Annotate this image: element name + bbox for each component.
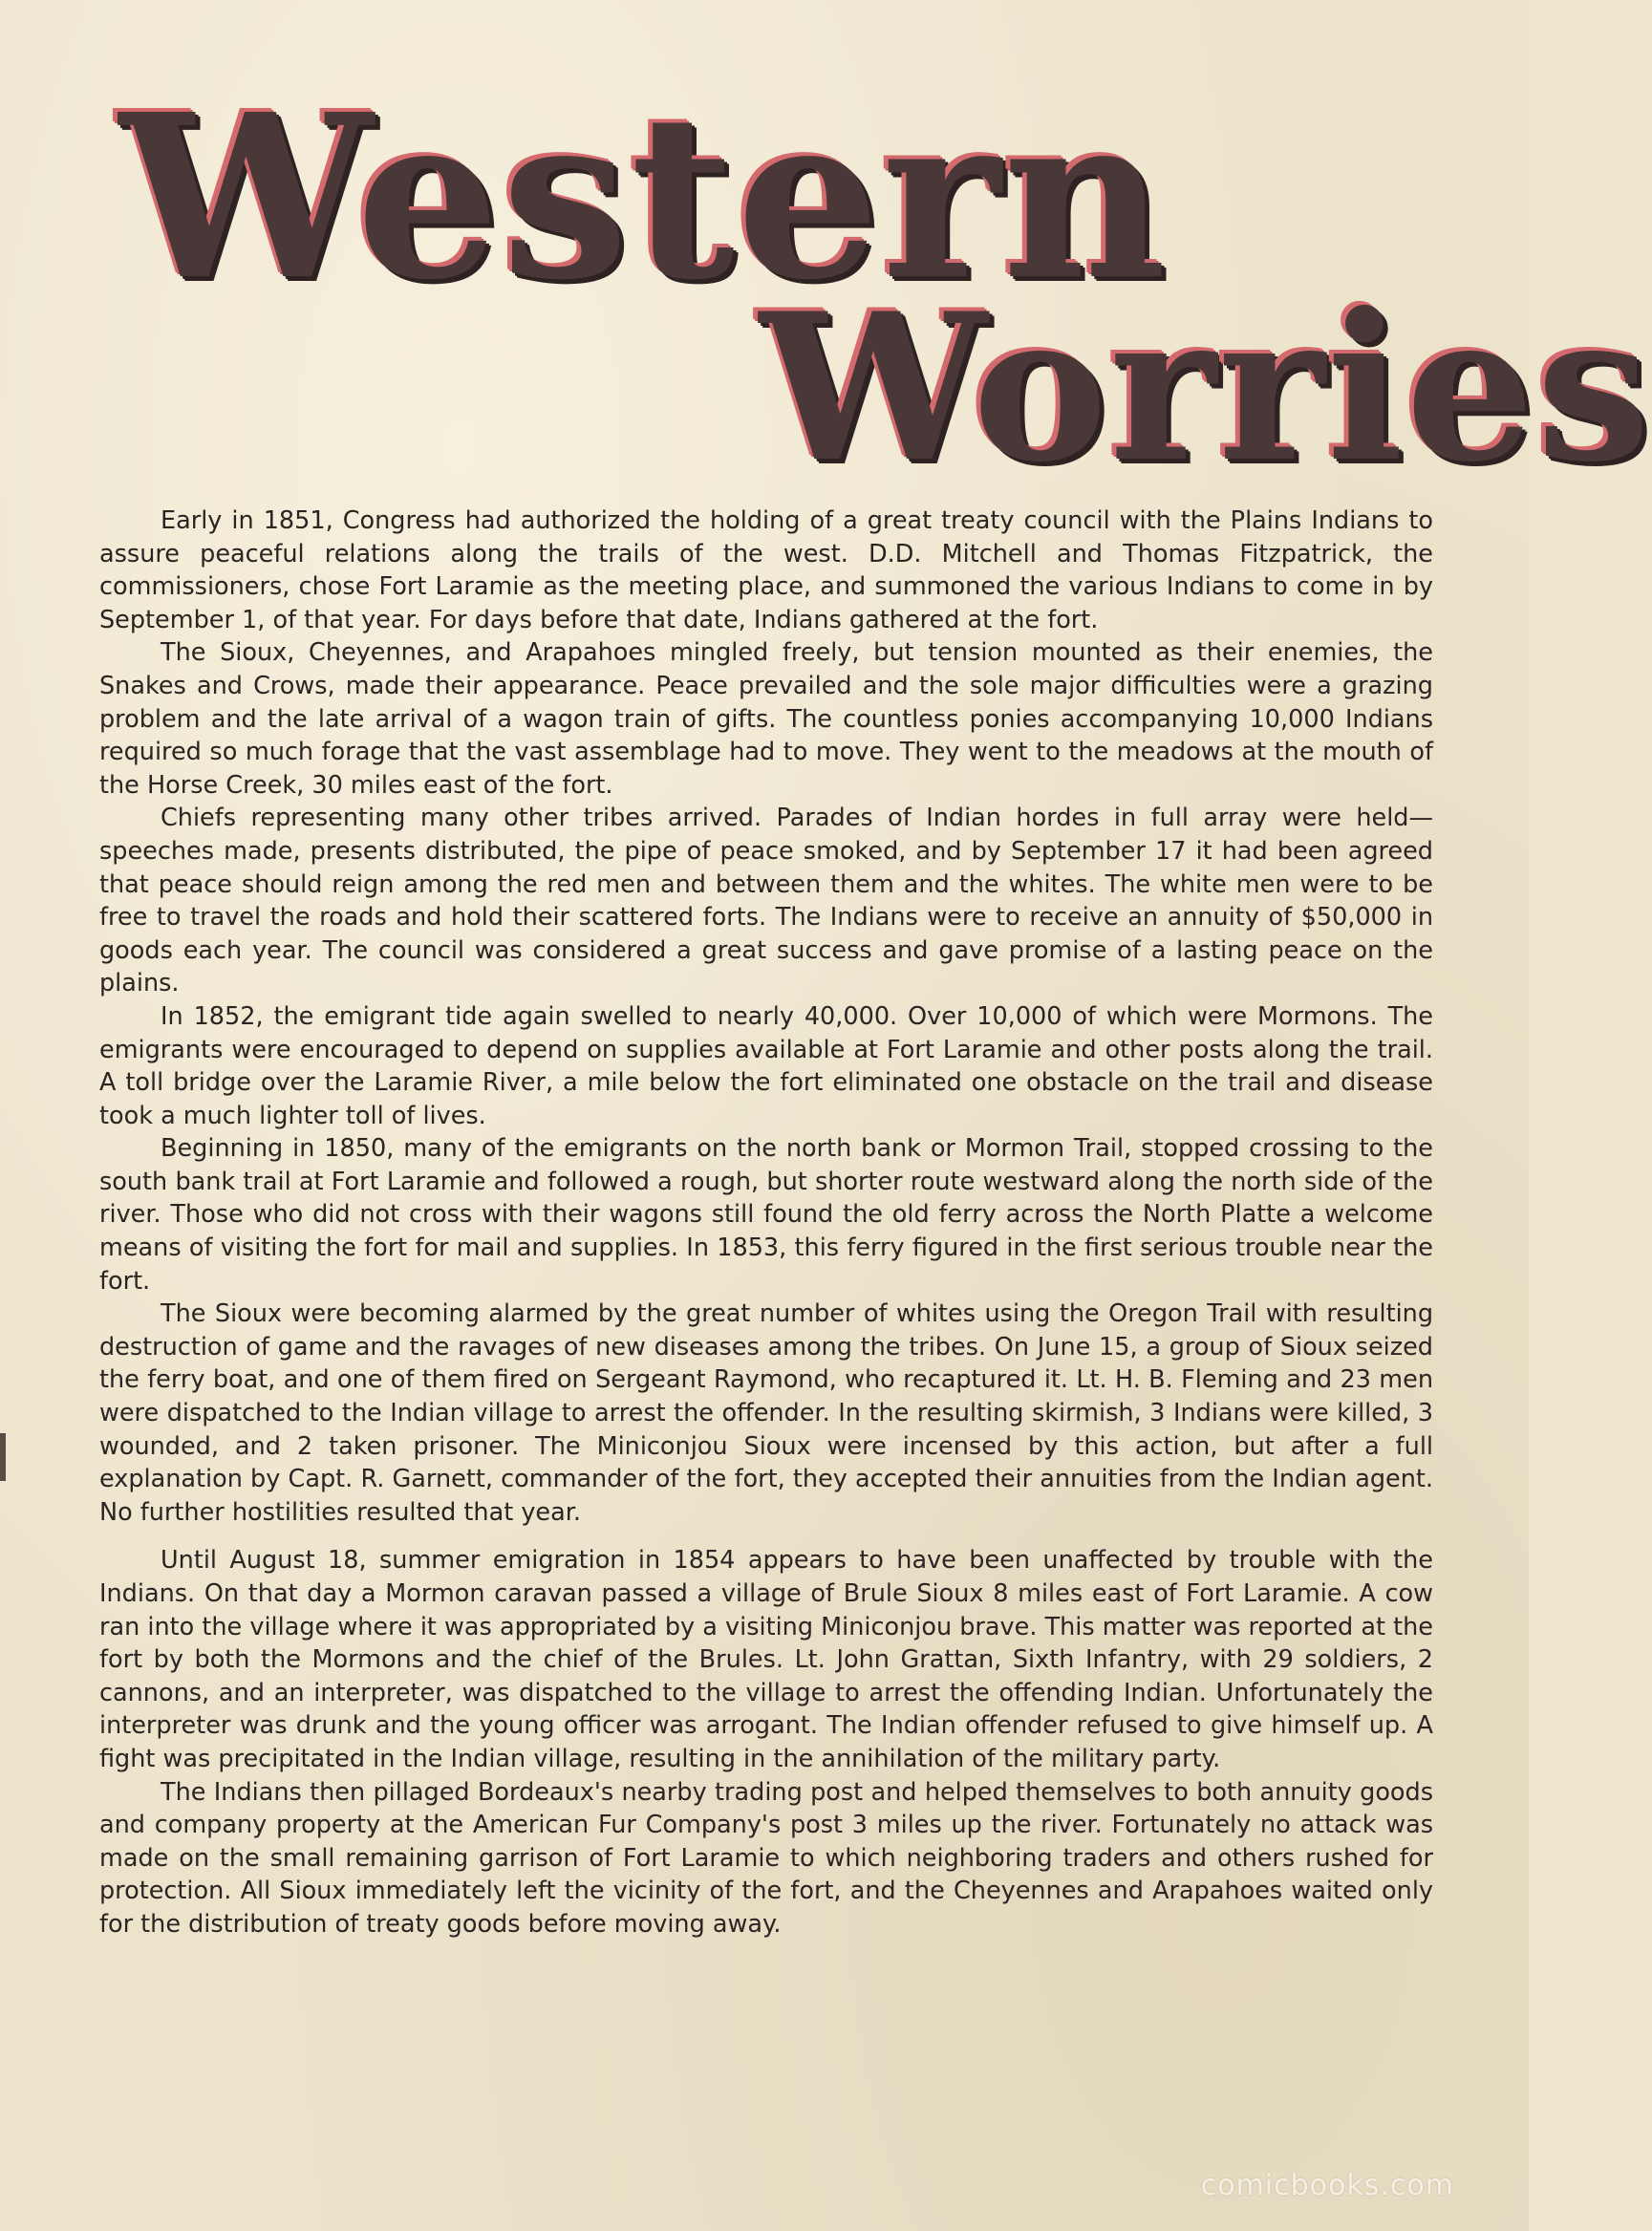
article-body (99, 504, 1433, 1941)
page-edge-mark (0, 1433, 6, 1481)
source-watermark: comicbooks.com (1200, 2169, 1454, 2202)
page-title-line-1: Western (119, 64, 1169, 330)
article-paragraph-1: Early in 1851, Congress had authorized the holding of a great treaty council with the Plains Indians to assure peaceful relations along the trails of the west. D.D. Mitchell and Thomas Fitzpatrick, the commissioners, chose Fort Laramie as the meeting place, and summoned the various Indians to come in by September 1, of that year. For days before that date, Indians gathered at the fort. (99, 506, 1433, 634)
article-paragraph-7: Until August 18, summer emigration in 1854 appears to have been unaffected by trouble with the Indians. On that day a Mormon caravan passed a village of Brule Sioux 8 miles east of Fort Laramie. A cow ran into the village where it was appropriated by a visiting Miniconjou brave. This matter was reported at the fort by both the Mormons and the chief of the Brules. Lt. John Grattan, Sixth Infantry, with 29 soldiers, 2 cannons, and an interpreter, was dispatched to the village to arrest the offending Indian. Unfortunately the interpreter was drunk and the young officer was arrogant. The Indian offender refused to give himself up. A fight was precipitated in the Indian village, resulting in the annihilation of the military party. (99, 1546, 1433, 1773)
article-paragraph-5: Beginning in 1850, many of the emigrants on the north bank or Mormon Trail, stopped crossing to the south bank trail at Fort Laramie and followed a rough, but shorter route westward along the north side of the river. Those who did not cross with their wagons still found the old ferry across the North Platte a welcome means of visiting the fort for mail and supplies. In 1853, this ferry figured in the first serious trouble near the fort. (99, 1134, 1433, 1296)
article-paragraph-6: The Sioux were becoming alarmed by the great number of whites using the Oregon Trail with resulting destruction of game and the ravages of new diseases among the tribes. On June 15, a group of Sioux seized the ferry boat, and one of them fired on Sergeant Raymond, who recaptured it. Lt. H. B. Fleming and 23 men were dispatched to the Indian village to arrest the offender. In the resulting skirmish, 3 Indians were killed, 3 wounded, and 2 taken prisoner. The Miniconjou Sioux were incensed by this action, but after a full explanation by Capt. R. Garnett, commander of the fort, they accepted their annuities from the Indian agent. No further hostilities resulted that year. (99, 1299, 1433, 1527)
article-paragraph-3: Chiefs representing many other tribes arrived. Parades of Indian hordes in full array were held—speeches made, presents distributed, the pipe of peace smoked, and by September 17 it had been agreed that peace should reign among the red men and between them and the whites. The white men were to be free to travel the roads and hold their scattered forts. The Indians were to receive an annuity of $50,000 in goods each year. The council was considered a great success and gave promise of a lasting peace on the plains. (99, 804, 1433, 998)
article-paragraph-8: The Indians then pillaged Bordeaux's nearby trading post and helped themselves to both annuity goods and company property at the American Fur Company's post 3 miles up the river. Fortunately no attack was made on the small remaining garrison of Fort Laramie to which neighboring traders and others rushed for protection. All Sioux immediately left the vicinity of the fort, and the Cheyennes and Arapahoes waited only for the distribution of treaty goods before moving away. (99, 1777, 1433, 1939)
page-title-line-2: Worries (760, 268, 1652, 506)
article-paragraph-4: In 1852, the emigrant tide again swelled to nearly 40,000. Over 10,000 of which were Mormons. The emigrants were encouraged to depend on supplies available at Fort Laramie and other posts along the trail. A toll bridge over the Laramie River, a mile below the fort eliminated one obstacle on the trail and disease took a much lighter toll of lives. (99, 1001, 1433, 1130)
article-paragraph-2: The Sioux, Cheyennes, and Arapahoes mingled freely, but tension mounted as their enemies, the Snakes and Crows, made their appearance. Peace prevailed and the sole major difficulties were a grazing problem and the late arrival of a wagon train of gifts. The countless ponies accompanying 10,000 Indians required so much forage that the vast assemblage had to move. They went to the meadows at the mouth of the Horse Creek, 30 miles east of the fort. (99, 638, 1433, 800)
